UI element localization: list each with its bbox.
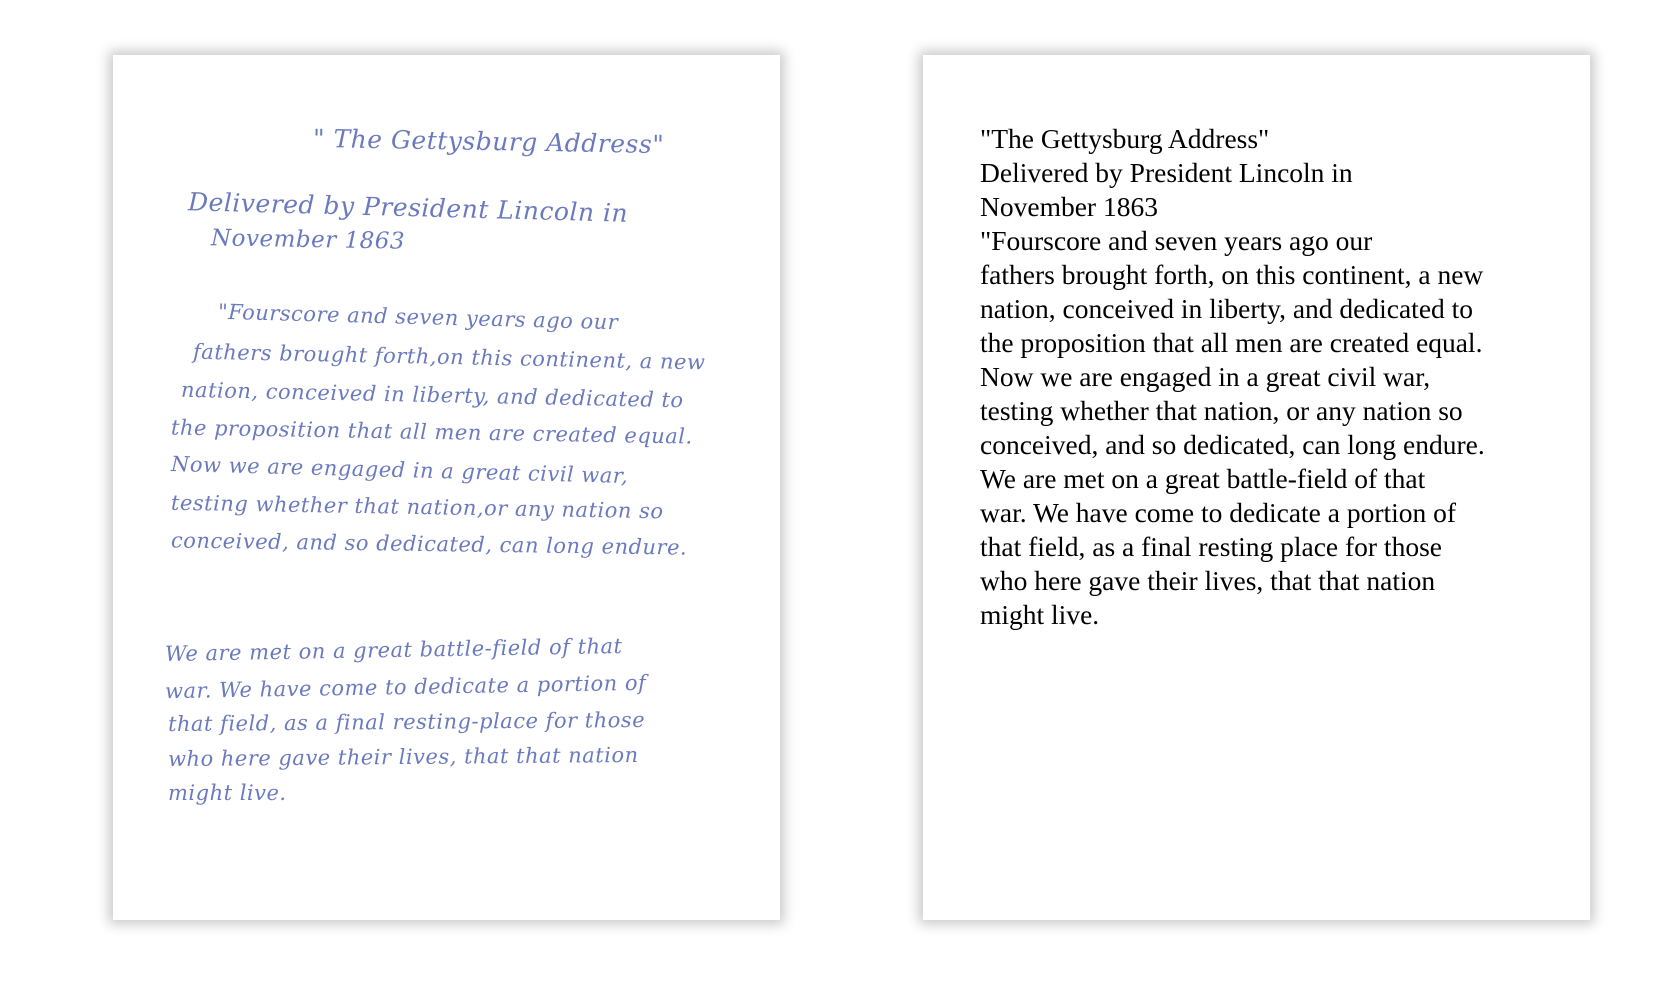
typed-line: We are met on a great battle-field of that	[980, 463, 1426, 494]
handwritten-line: might live.	[168, 781, 287, 805]
handwritten-line: "Fourscore and seven years ago our	[217, 299, 619, 335]
handwritten-line: Now we are engaged in a great civil war,	[170, 452, 629, 488]
typed-line: Delivered by President Lincoln in	[980, 157, 1353, 188]
typed-line: nation, conceived in liberty, and dedicated to	[980, 293, 1474, 324]
handwritten-line: testing whether that nation,or any nation so	[170, 490, 664, 524]
typed-text	[980, 122, 1570, 632]
handwritten-body	[113, 55, 780, 920]
handwritten-line: fathers brought forth,on this continent, a new	[192, 339, 706, 375]
handwritten-line: war. We have come to dedicate a portion of	[164, 670, 647, 704]
typed-line: Now we are engaged in a great civil war,	[980, 361, 1431, 392]
handwritten-line: the proposition that all men are created equal.	[170, 415, 693, 449]
typed-page	[923, 55, 1590, 920]
typed-line: war. We have come to dedicate a portion of	[980, 497, 1457, 528]
typed-line: the proposition that all men are created equal.	[980, 327, 1483, 358]
typed-line: testing whether that nation, or any nation so	[980, 395, 1463, 426]
handwritten-delivered-line-1: Delivered by President Lincoln in	[187, 187, 629, 228]
typed-line: "The Gettysburg Address"	[980, 123, 1270, 154]
typed-line: that field, as a final resting place for those	[980, 531, 1442, 562]
handwritten-line: who here gave their lives, that that nation	[167, 742, 639, 772]
handwritten-delivered-line-2: November 1863	[210, 225, 406, 255]
handwritten-title: " The Gettysburg Address"	[312, 123, 665, 160]
typed-line: fathers brought forth, on this continent, a new	[980, 259, 1484, 290]
typed-line: might live.	[980, 599, 1100, 630]
typed-line: "Fourscore and seven years ago our	[980, 225, 1373, 256]
handwritten-line: We are met on a great battle-field of that	[164, 634, 623, 666]
typed-line: November 1863	[980, 191, 1158, 222]
handwritten-page	[113, 55, 780, 920]
typed-line: who here gave their lives, that that nation	[980, 565, 1436, 596]
handwritten-line: that field, as a final resting-place for those	[167, 707, 646, 737]
handwritten-line: nation, conceived in liberty, and dedicated to	[180, 377, 684, 413]
handwritten-line: conceived, and so dedicated, can long endure.	[170, 528, 688, 560]
typed-line: conceived, and so dedicated, can long endure.	[980, 429, 1485, 460]
